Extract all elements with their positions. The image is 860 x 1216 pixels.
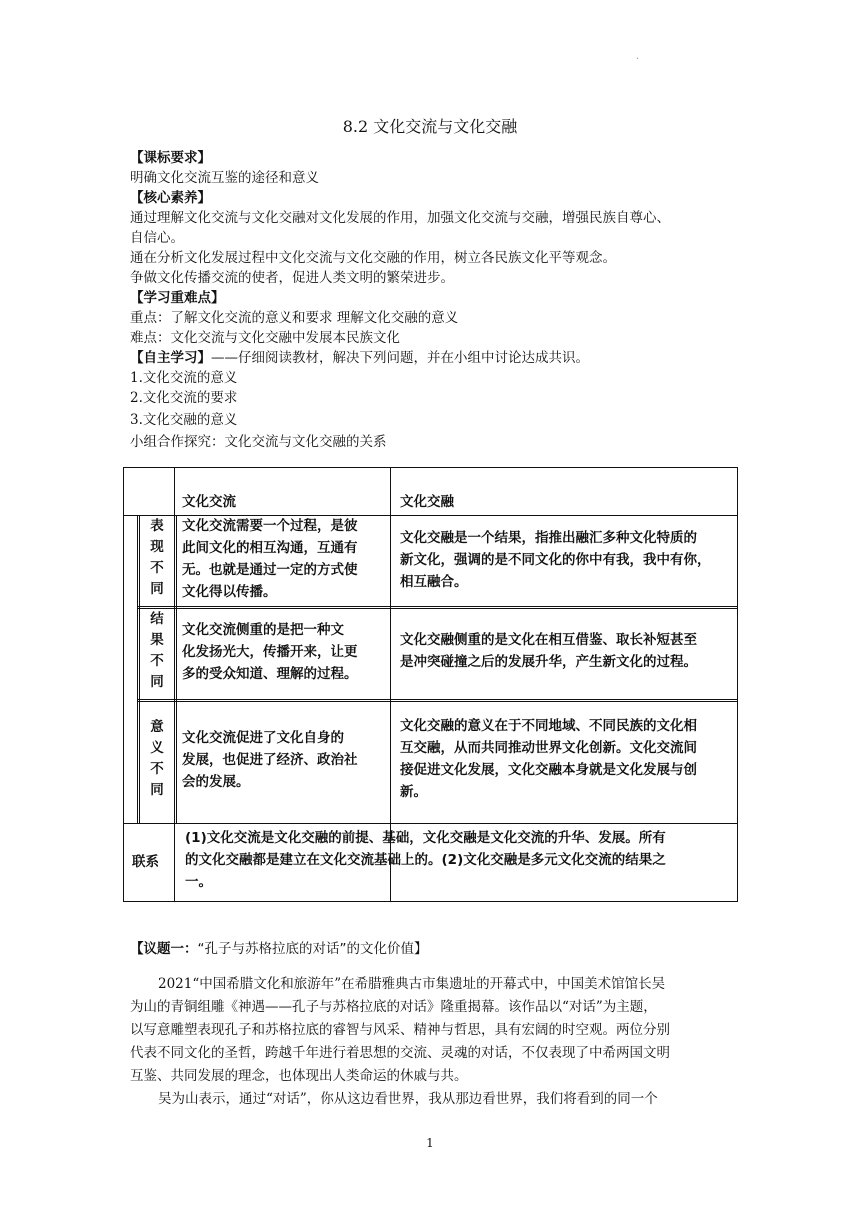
- table-rule: [137, 606, 738, 607]
- table-rule: [176, 515, 177, 823]
- section-head-hexin: 【核心素养】: [130, 190, 211, 206]
- question-item: 3.文化交融的意义: [130, 412, 238, 428]
- table-rule: [139, 515, 140, 823]
- relation-label: 联系: [132, 854, 159, 870]
- table-cell: 文化交流侧重的是把一种文 化发扬光大，传播开来，让更 多的受众知道、理解的过程。: [182, 622, 358, 682]
- hexin-line: 自信心。: [130, 230, 184, 246]
- hexin-line: 通过理解文化交流与文化交融对文化发展的作用，加强文化交流与交融，增强民族自尊心、: [130, 210, 670, 226]
- kebiao-text: 明确文化交流互鉴的途径和意义: [130, 170, 319, 186]
- section-head-zizhu: 【自主学习】: [130, 350, 211, 366]
- table-rule: [123, 901, 738, 902]
- section-head-kebiao: 【课标要求】: [130, 150, 211, 166]
- row-label-biaoxian: 表 现 不 同: [150, 518, 164, 597]
- hexin-line: 争做文化传播交流的使者，促进人类文明的繁荣进步。: [130, 270, 454, 286]
- table-cell: 文化交流促进了文化自身的 发展，也促进了经济、政治社 会的发展。: [182, 730, 358, 790]
- page-number: 1: [426, 1136, 434, 1150]
- topic1-paragraph: 2021“中国希腊文化和旅游年”在希腊雅典古市集遗址的开幕式中，中国美术馆馆长吴 为山的青铜组雕《神遇——孔子与苏格拉底的对话》隆重揭幕。该作品以“对话”为主题， 以写意雕塑表现孔子和苏格拉底的睿智与风采、精神与哲思，具有宏阔的时空观。两位分别 代表不同文化的圣哲，跨越千年进行着思想的交流、灵魂的对话，不仅表现了中希两国文明 互鉴、共同发展的理念，也体现出人类命运的休戚与共。 吴为山表示，通过“对话”，你从这边看世界，我从那边看世界，我们将看到的同一个: [130, 976, 670, 1107]
- relation-text: (1)文化交流是文化交融的前提、基础，文化交融是文化交流的升华、发展。所有 的文化交融都是建立在文化交流基础上的。(2)文化交融是多元文化交流的结果之 一。: [185, 830, 666, 890]
- table-cell: 文化交融是一个结果，指推出融汇多种文化特质的 新文化，强调的是不同文化的你中有我，我中有你， 相互融合。: [400, 530, 711, 590]
- section-head-zhongnan: 【学习重难点】: [130, 290, 225, 306]
- zhongdian-text: 重点：了解文化交流的意义和要求 理解文化交融的意义: [130, 310, 459, 326]
- zizhu-line: [130, 348, 589, 368]
- table-rule: [123, 467, 124, 902]
- table-rule: [737, 467, 738, 902]
- table-rule: [174, 467, 175, 902]
- table-cell: 文化交流需要一个过程，是彼 此间文化的相互沟通，互通有 无。也就是通过一定的方式使 文化得以传播。: [182, 518, 358, 600]
- comparison-table: [123, 467, 738, 902]
- group-task: 小组合作探究：文化交流与文化交融的关系: [130, 434, 387, 450]
- col-header-jiaorong: 文化交融: [400, 494, 454, 510]
- topic1-heading: 【议题一：“孔子与苏格拉底的对话”的文化价值】: [130, 941, 428, 957]
- zizhu-text: ——仔细阅读教材，解决下列问题，并在小组中讨论达成共识。: [211, 350, 589, 366]
- scan-mark: ·: [636, 54, 640, 65]
- nandian-text: 难点：文化交流与文化交融中发展本民族文化: [130, 330, 400, 346]
- table-rule: [123, 467, 738, 468]
- table-rule: [137, 515, 138, 823]
- hexin-line: 通在分析文化发展过程中文化交流与文化交融的作用，树立各民族文化平等观念。: [130, 250, 616, 266]
- table-rule: [137, 699, 738, 700]
- question-item: 1.文化交流的意义: [130, 370, 238, 386]
- table-rule: [137, 608, 738, 609]
- table-cell: 文化交融的意义在于不同地域、不同民族的文化相 互交融，从而共同推动世界文化创新。文化交流间 接促进文化发展，文化交融本身就是文化发展与创 新。: [400, 718, 697, 800]
- col-header-jiaoliu: 文化交流: [182, 494, 236, 510]
- row-label-yiyi: 意 义 不 同: [150, 719, 164, 798]
- table-rule: [137, 701, 738, 702]
- row-label-jieguo: 结 果 不 同: [150, 611, 164, 690]
- page-title: 8.2 文化交流与文化交融: [342, 117, 518, 136]
- question-item: 2.文化交流的要求: [130, 390, 238, 406]
- table-rule: [123, 823, 738, 824]
- table-cell: 文化交融侧重的是文化在相互借鉴、取长补短甚至 是冲突碰撞之后的发展升华，产生新文化的过程。: [400, 632, 697, 670]
